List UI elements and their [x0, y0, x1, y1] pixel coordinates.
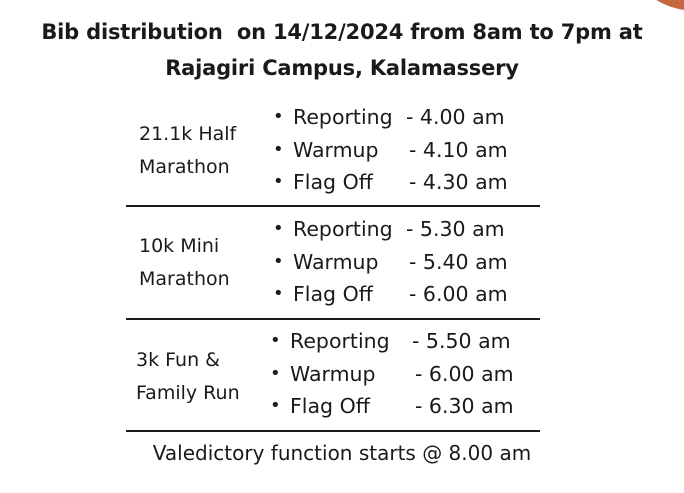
- race-name-line-1: 3k Fun &: [136, 349, 220, 371]
- schedule-time: - 4.30 am: [409, 170, 508, 194]
- section-divider: [126, 430, 540, 432]
- corner-decoration: [656, 0, 684, 14]
- valedictory-note: Valedictory function starts @ 8.00 am: [152, 441, 532, 465]
- race-half-marathon: [126, 101, 540, 213]
- bullet-icon: •: [273, 106, 284, 127]
- race-name-line-1: 21.1k Half: [139, 123, 237, 145]
- schedule-item: [273, 101, 540, 134]
- schedule-time: - 4.10 am: [409, 137, 508, 162]
- bullet-icon: •: [270, 395, 281, 416]
- race-name: [136, 344, 240, 410]
- bullet-icon: •: [273, 250, 284, 272]
- bullet-icon: •: [270, 362, 281, 384]
- schedule-label: Reporting: [293, 217, 393, 241]
- race-name: [139, 118, 236, 184]
- schedule-item: [270, 358, 540, 391]
- race-name-line-2: Marathon: [139, 156, 230, 178]
- schedule-time: - 5.40 am: [409, 249, 508, 274]
- schedule-time: - 5.30 am: [406, 217, 505, 241]
- section-divider: [126, 318, 540, 320]
- race-mini-marathon: [126, 213, 540, 325]
- bullet-icon: •: [270, 330, 281, 351]
- bullet-icon: •: [273, 138, 284, 160]
- schedule-time: - 6.00 am: [415, 361, 514, 386]
- race-fun-family-run: [126, 325, 540, 437]
- race-schedule: [273, 101, 540, 199]
- schedule-item: [270, 325, 540, 358]
- section-divider: [126, 205, 540, 207]
- race-schedule: [270, 325, 540, 423]
- schedule-time: - 4.00 am: [406, 105, 505, 129]
- schedule-label: Flag Off: [293, 282, 373, 306]
- schedule-item: [273, 278, 540, 311]
- schedule-label: Flag Off: [293, 170, 373, 194]
- bullet-icon: •: [273, 171, 284, 192]
- bullet-icon: •: [273, 218, 284, 239]
- header-line-2: Rajagiri Campus, Kalamassery: [165, 56, 519, 80]
- race-name-line-1: 10k Mini: [139, 235, 220, 257]
- schedule-item: [273, 166, 540, 199]
- schedule-label: Warmup: [293, 137, 379, 162]
- bullet-icon: •: [273, 283, 284, 304]
- race-schedule: [273, 213, 540, 311]
- schedule-item: [270, 390, 540, 423]
- race-name-line-2: Family Run: [136, 382, 240, 404]
- race-name: [139, 230, 230, 296]
- schedule-time: - 6.30 am: [415, 394, 514, 418]
- schedule-time: - 6.00 am: [409, 282, 508, 306]
- schedule-item: [273, 213, 540, 246]
- header-line-1: Bib distribution on 14/12/2024 from 8am to 7pm at: [41, 20, 643, 44]
- schedule-label: Warmup: [293, 249, 379, 274]
- schedule-label: Reporting: [290, 329, 390, 353]
- schedule-label: Flag Off: [290, 394, 370, 418]
- schedule-label: Warmup: [290, 361, 376, 386]
- schedule-label: Reporting: [293, 105, 393, 129]
- distribution-header: [0, 14, 684, 86]
- schedule-item: [273, 246, 540, 279]
- race-name-line-2: Marathon: [139, 268, 230, 290]
- schedule-item: [273, 134, 540, 167]
- schedule-time: - 5.50 am: [412, 329, 511, 353]
